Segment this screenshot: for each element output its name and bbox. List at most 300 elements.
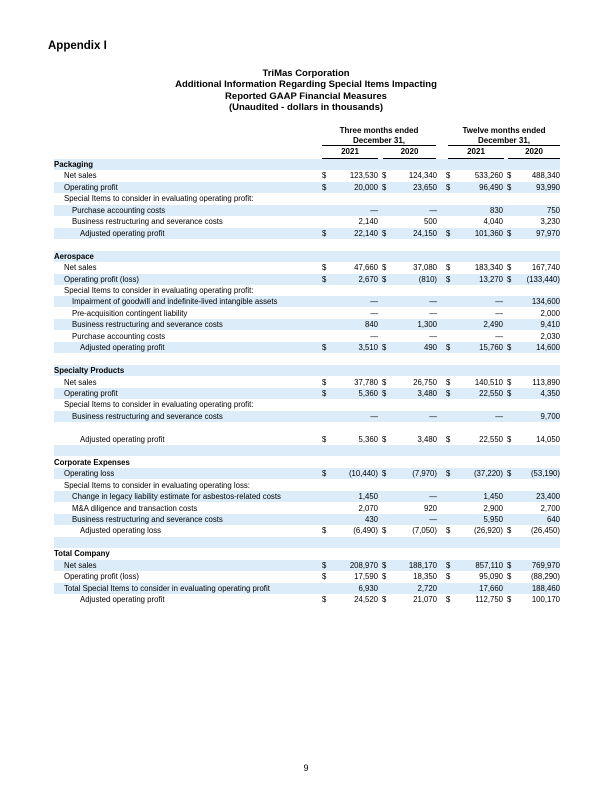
table-row xyxy=(54,296,560,307)
cell-value: 488,340 xyxy=(531,171,560,181)
cell-value: (53,190) xyxy=(530,469,560,479)
table-row xyxy=(54,525,560,536)
value-cell xyxy=(382,274,437,285)
year-header: 2021 xyxy=(341,147,359,156)
cell-value: 4,350 xyxy=(540,389,560,398)
value-cell xyxy=(446,182,503,193)
value-cell xyxy=(446,170,503,181)
cell-value: 140,510 xyxy=(474,377,503,387)
value-cell xyxy=(446,491,503,502)
value-cell xyxy=(382,514,437,525)
cell-value: 490 xyxy=(423,343,437,353)
dollar-sign: $ xyxy=(446,469,451,479)
year-header: 2020 xyxy=(525,147,543,156)
cell-value: 26,750 xyxy=(413,377,437,387)
value-cell xyxy=(446,331,503,342)
cell-value: 2,700 xyxy=(540,503,560,513)
row-label: M&A diligence and transaction costs xyxy=(72,503,198,513)
table-row xyxy=(54,399,560,410)
value-cell xyxy=(446,525,503,536)
row-label: Operating profit xyxy=(64,389,118,398)
dollar-sign: $ xyxy=(507,469,512,479)
row-label: Business restructuring and severance costs xyxy=(72,320,223,330)
value-cell xyxy=(446,514,503,525)
spacer-row xyxy=(54,354,560,365)
value-cell xyxy=(446,285,503,296)
value-cell xyxy=(446,434,503,445)
row-label: Business restructuring and severance costs xyxy=(72,411,223,421)
value-cell xyxy=(322,388,378,399)
value-cell xyxy=(382,205,437,216)
dollar-sign: $ xyxy=(382,228,387,238)
cell-value: 640 xyxy=(546,514,560,524)
value-cell xyxy=(322,228,378,239)
row-label: Net sales xyxy=(64,171,97,181)
value-cell xyxy=(446,262,503,273)
dollar-sign: $ xyxy=(507,377,512,387)
row-label: Operating profit xyxy=(64,182,118,192)
spacer-row xyxy=(54,422,560,433)
dollar-sign: $ xyxy=(446,595,451,605)
cell-value: — xyxy=(370,308,378,318)
table-row xyxy=(54,560,560,571)
value-cell xyxy=(322,594,378,605)
cell-value: 23,400 xyxy=(536,492,560,502)
value-cell xyxy=(322,182,378,193)
value-cell xyxy=(322,193,378,204)
cell-value: 830 xyxy=(489,205,503,215)
value-cell xyxy=(507,342,560,353)
cell-value: — xyxy=(429,514,437,524)
row-label: Net sales xyxy=(64,560,97,570)
row-label: Impairment of goodwill and indefinite-lived intangible assets xyxy=(72,297,278,307)
row-label: Change in legacy liability estimate for asbestos-related costs xyxy=(72,492,281,502)
value-cell xyxy=(507,377,560,388)
report-header xyxy=(0,68,612,114)
value-cell xyxy=(507,525,560,536)
value-cell xyxy=(322,434,378,445)
value-cell xyxy=(322,514,378,525)
cell-value: 2,900 xyxy=(483,503,503,513)
cell-value: 14,050 xyxy=(536,434,560,444)
table-row xyxy=(54,182,560,193)
value-cell xyxy=(322,274,378,285)
cell-value: 2,490 xyxy=(483,320,503,330)
value-cell xyxy=(446,377,503,388)
value-cell xyxy=(382,319,437,330)
dollar-sign: $ xyxy=(322,171,327,181)
cell-value: 3,510 xyxy=(358,343,378,353)
row-label: Business restructuring and severance costs xyxy=(72,217,223,227)
value-cell xyxy=(382,262,437,273)
dollar-sign: $ xyxy=(507,274,512,284)
value-cell xyxy=(322,205,378,216)
value-cell xyxy=(507,285,560,296)
cell-value: 93,990 xyxy=(536,182,560,192)
section-label: Corporate Expenses xyxy=(54,457,130,467)
cell-value: 769,970 xyxy=(531,560,560,570)
cell-value: 2,070 xyxy=(358,503,378,513)
table-row xyxy=(54,468,560,479)
value-cell xyxy=(507,503,560,514)
row-label: Operating loss xyxy=(64,469,115,479)
row-label: Operating profit (loss) xyxy=(64,274,139,284)
value-cell xyxy=(446,468,503,479)
value-cell xyxy=(322,503,378,514)
cell-value: 23,650 xyxy=(413,182,437,192)
value-cell xyxy=(507,182,560,193)
cell-value: 840 xyxy=(364,320,378,330)
value-cell xyxy=(507,308,560,319)
value-cell xyxy=(322,296,378,307)
value-cell xyxy=(382,434,437,445)
dollar-sign: $ xyxy=(507,560,512,570)
spacer-row xyxy=(54,537,560,548)
row-label: Purchase accounting costs xyxy=(72,331,166,341)
dollar-sign: $ xyxy=(382,274,387,284)
dollar-sign: $ xyxy=(446,377,451,387)
table-row xyxy=(54,480,560,491)
cell-value: 9,700 xyxy=(540,411,560,421)
row-label: Total Special Items to consider in evaluating operating profit xyxy=(64,583,270,593)
dollar-sign: $ xyxy=(507,595,512,605)
value-cell xyxy=(382,170,437,181)
cell-value: — xyxy=(370,297,378,307)
value-cell xyxy=(382,571,437,582)
cell-value: 47,660 xyxy=(354,263,378,273)
value-cell xyxy=(507,491,560,502)
table-row xyxy=(54,571,560,582)
dollar-sign: $ xyxy=(382,263,387,273)
table-row xyxy=(54,285,560,296)
value-cell xyxy=(382,285,437,296)
table-row xyxy=(54,503,560,514)
row-label: Net sales xyxy=(64,377,97,387)
column-group-line-1: Three months ended xyxy=(339,126,419,135)
row-label: Operating profit (loss) xyxy=(64,572,139,582)
value-cell xyxy=(507,514,560,525)
section-header-row xyxy=(54,365,560,376)
dollar-sign: $ xyxy=(322,469,327,479)
value-cell xyxy=(382,228,437,239)
year-header: 2021 xyxy=(467,147,485,156)
value-cell xyxy=(382,503,437,514)
cell-value: — xyxy=(429,492,437,502)
value-cell xyxy=(507,571,560,582)
value-cell xyxy=(507,560,560,571)
dollar-sign: $ xyxy=(382,595,387,605)
cell-value: (37,220) xyxy=(473,469,503,479)
table-row xyxy=(54,377,560,388)
cell-value: 750 xyxy=(546,205,560,215)
cell-value: 5,360 xyxy=(358,434,378,444)
table-row xyxy=(54,228,560,239)
row-label: Special Items to consider in evaluating operating profit: xyxy=(64,285,254,295)
row-label: Net sales xyxy=(64,263,97,273)
value-cell xyxy=(322,170,378,181)
row-label: Pre-acquisition contingent liability xyxy=(72,308,188,318)
cell-value: 2,030 xyxy=(540,331,560,341)
dollar-sign: $ xyxy=(507,389,512,398)
column-group-line-2: December 31, xyxy=(477,135,531,145)
value-cell xyxy=(322,491,378,502)
dollar-sign: $ xyxy=(382,389,387,398)
cell-value: 17,590 xyxy=(354,572,378,582)
table-row xyxy=(54,205,560,216)
section-label: Aerospace xyxy=(54,251,94,261)
value-cell xyxy=(446,571,503,582)
value-cell xyxy=(322,285,378,296)
cell-value: 1,450 xyxy=(483,492,503,502)
cell-value: — xyxy=(370,331,378,341)
cell-value: 37,080 xyxy=(413,263,437,273)
value-cell xyxy=(507,331,560,342)
cell-value: 167,740 xyxy=(531,263,560,273)
value-cell xyxy=(382,583,437,594)
cell-value: — xyxy=(495,411,503,421)
column-group-line-2: December 31, xyxy=(352,135,406,145)
cell-value: — xyxy=(495,331,503,341)
value-cell xyxy=(507,594,560,605)
dollar-sign: $ xyxy=(322,595,327,605)
table-row xyxy=(54,583,560,594)
dollar-sign: $ xyxy=(382,572,387,582)
table-row xyxy=(54,594,560,605)
dollar-sign: $ xyxy=(382,469,387,479)
cell-value: 188,170 xyxy=(408,560,437,570)
dollar-sign: $ xyxy=(446,560,451,570)
section-label: Specialty Products xyxy=(54,366,125,376)
value-cell xyxy=(322,525,378,536)
dollar-sign: $ xyxy=(446,274,451,284)
value-cell xyxy=(507,193,560,204)
value-cell xyxy=(382,525,437,536)
cell-value: 188,460 xyxy=(531,583,560,593)
table-row xyxy=(54,434,560,445)
table-row xyxy=(54,216,560,227)
cell-value: 2,720 xyxy=(417,583,437,593)
row-label: Purchase accounting costs xyxy=(72,205,166,215)
spacer-row xyxy=(54,445,560,456)
dollar-sign: $ xyxy=(446,182,451,192)
value-cell xyxy=(322,331,378,342)
dollar-sign: $ xyxy=(322,526,327,536)
value-cell xyxy=(446,480,503,491)
section-label: Packaging xyxy=(54,160,93,169)
value-cell xyxy=(446,216,503,227)
cell-value: 533,260 xyxy=(474,171,503,181)
value-cell xyxy=(446,342,503,353)
column-group-line-1: Twelve months ended xyxy=(462,126,546,135)
row-label: Adjusted operating profit xyxy=(80,434,165,444)
header-line-2: Reported GAAP Financial Measures xyxy=(225,90,387,102)
value-cell xyxy=(322,480,378,491)
cell-value: 9,410 xyxy=(540,320,560,330)
row-label: Adjusted operating profit xyxy=(80,595,165,605)
cell-value: 96,490 xyxy=(479,182,503,192)
table-row xyxy=(54,319,560,330)
cell-value: (810) xyxy=(418,274,437,284)
table-row xyxy=(54,193,560,204)
value-cell xyxy=(446,388,503,399)
cell-value: — xyxy=(495,308,503,318)
cell-value: 920 xyxy=(423,503,437,513)
value-cell xyxy=(507,228,560,239)
company-name: TriMas Corporation xyxy=(262,68,350,79)
header-line-3: (Unaudited - dollars in thousands) xyxy=(228,102,384,114)
page-number: 9 xyxy=(303,763,309,773)
dollar-sign: $ xyxy=(446,526,451,536)
value-cell xyxy=(507,205,560,216)
cell-value: 124,340 xyxy=(408,171,437,181)
value-cell xyxy=(382,377,437,388)
cell-value: 22,550 xyxy=(479,389,503,398)
dollar-sign: $ xyxy=(382,560,387,570)
cell-value: 20,000 xyxy=(354,182,378,192)
value-cell xyxy=(507,388,560,399)
cell-value: (88,290) xyxy=(530,572,560,582)
table-row xyxy=(54,331,560,342)
dollar-sign: $ xyxy=(322,274,327,284)
dollar-sign: $ xyxy=(507,572,512,582)
value-cell xyxy=(507,434,560,445)
cell-value: (6,490) xyxy=(353,526,378,536)
value-cell xyxy=(382,388,437,399)
table-row xyxy=(54,491,560,502)
dollar-sign: $ xyxy=(322,343,327,353)
value-cell xyxy=(322,571,378,582)
cell-value: — xyxy=(429,411,437,421)
dollar-sign: $ xyxy=(382,343,387,353)
row-label: Special Items to consider in evaluating operating loss: xyxy=(64,480,250,490)
value-cell xyxy=(322,216,378,227)
cell-value: 100,170 xyxy=(531,595,560,605)
value-cell xyxy=(322,583,378,594)
dollar-sign: $ xyxy=(382,182,387,192)
table-row xyxy=(54,262,560,273)
spacer-row xyxy=(54,239,560,250)
value-cell xyxy=(446,308,503,319)
value-cell xyxy=(507,480,560,491)
cell-value: 97,970 xyxy=(536,228,560,238)
value-cell xyxy=(507,583,560,594)
dollar-sign: $ xyxy=(507,526,512,536)
cell-value: — xyxy=(370,205,378,215)
cell-value: 1,300 xyxy=(417,320,437,330)
cell-value: (133,440) xyxy=(526,274,560,284)
value-cell xyxy=(446,594,503,605)
dollar-sign: $ xyxy=(446,343,451,353)
value-cell xyxy=(382,342,437,353)
cell-value: 500 xyxy=(423,217,437,227)
value-cell xyxy=(322,468,378,479)
value-cell xyxy=(382,182,437,193)
cell-value: 2,140 xyxy=(358,217,378,227)
dollar-sign: $ xyxy=(382,171,387,181)
value-cell xyxy=(446,583,503,594)
value-cell xyxy=(382,491,437,502)
value-cell xyxy=(507,262,560,273)
cell-value: 24,520 xyxy=(354,595,378,605)
year-header: 2020 xyxy=(400,147,419,156)
cell-value: 101,360 xyxy=(474,228,503,238)
value-cell xyxy=(382,216,437,227)
cell-value: — xyxy=(495,297,503,307)
value-cell xyxy=(507,216,560,227)
table-row xyxy=(54,342,560,353)
row-label: Adjusted operating loss xyxy=(80,526,162,536)
dollar-sign: $ xyxy=(382,434,387,444)
dollar-sign: $ xyxy=(446,389,451,398)
section-header-row xyxy=(54,548,560,559)
section-header-row xyxy=(54,159,560,170)
section-label: Total Company xyxy=(54,549,110,559)
cell-value: 14,600 xyxy=(536,343,560,353)
row-label: Business restructuring and severance costs xyxy=(72,514,223,524)
cell-value: (10,440) xyxy=(348,469,378,479)
value-cell xyxy=(322,308,378,319)
dollar-sign: $ xyxy=(382,377,387,387)
value-cell xyxy=(322,262,378,273)
dollar-sign: $ xyxy=(322,228,327,238)
cell-value: 430 xyxy=(364,514,378,524)
cell-value: 37,780 xyxy=(354,377,378,387)
value-cell xyxy=(507,319,560,330)
cell-value: 17,660 xyxy=(479,583,503,593)
dollar-sign: $ xyxy=(322,572,327,582)
header-line-1: Additional Information Regarding Special Items Impacting xyxy=(175,79,437,91)
cell-value: 3,480 xyxy=(417,389,437,398)
row-label: Special Items to consider in evaluating operating profit: xyxy=(64,400,254,410)
cell-value: 22,140 xyxy=(354,228,378,238)
cell-value: 5,950 xyxy=(483,514,503,524)
value-cell xyxy=(507,411,560,422)
value-cell xyxy=(507,399,560,410)
table-row xyxy=(54,411,560,422)
dollar-sign: $ xyxy=(322,434,327,444)
dollar-sign: $ xyxy=(322,182,327,192)
cell-value: 134,600 xyxy=(531,297,560,307)
value-cell xyxy=(322,377,378,388)
cell-value: 6,930 xyxy=(358,583,378,593)
value-cell xyxy=(507,170,560,181)
value-cell xyxy=(446,296,503,307)
cell-value: 5,360 xyxy=(358,389,378,398)
cell-value: 4,040 xyxy=(483,217,503,227)
dollar-sign: $ xyxy=(446,263,451,273)
dollar-sign: $ xyxy=(507,434,512,444)
dollar-sign: $ xyxy=(382,526,387,536)
row-label: Special Items to consider in evaluating operating profit: xyxy=(64,194,254,204)
value-cell xyxy=(382,193,437,204)
table-row xyxy=(54,274,560,285)
table-row xyxy=(54,514,560,525)
value-cell xyxy=(322,342,378,353)
table-row xyxy=(54,388,560,399)
cell-value: 3,230 xyxy=(540,217,560,227)
table-row xyxy=(54,170,560,181)
dollar-sign: $ xyxy=(507,228,512,238)
cell-value: — xyxy=(429,205,437,215)
value-cell xyxy=(382,560,437,571)
cell-value: 1,450 xyxy=(358,492,378,502)
cell-value: (26,920) xyxy=(473,526,503,536)
cell-value: (7,970) xyxy=(412,469,437,479)
value-cell xyxy=(507,296,560,307)
cell-value: 113,890 xyxy=(532,377,560,387)
dollar-sign: $ xyxy=(446,572,451,582)
value-cell xyxy=(446,560,503,571)
